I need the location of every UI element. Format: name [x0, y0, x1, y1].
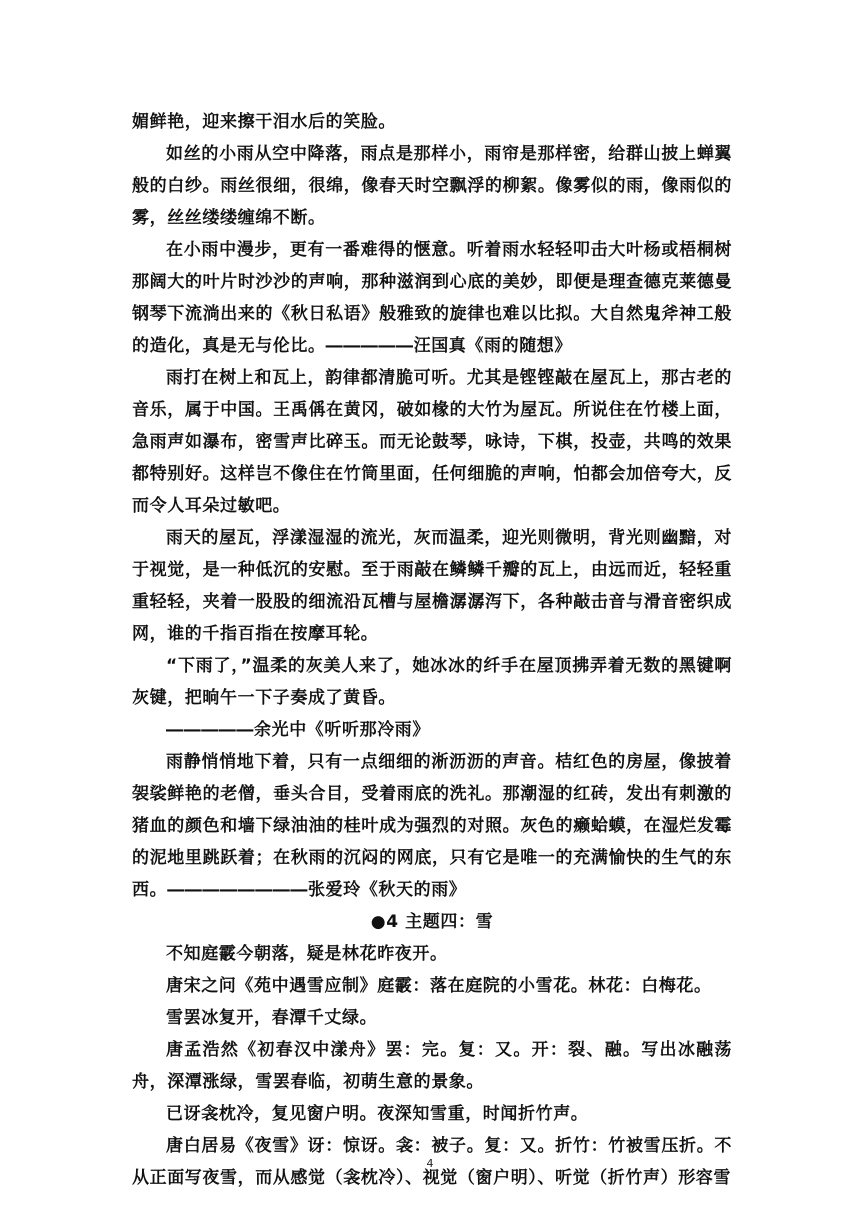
page-number: 4	[426, 1157, 434, 1170]
annotation: 唐白居易《夜雪》讶：惊讶。衾：被子。复：又。折竹：竹被雪压折。不从正面写夜雪，而从感觉（衾枕冷）、视觉（窗户明）、听觉（折竹声）形容雪	[132, 1136, 732, 1188]
section-heading: ●4 主题四：雪	[370, 912, 494, 932]
paragraph: 雨打在树上和瓦上，韵律都清脆可听。尤其是铿铿敲在屋瓦上，那古老的音乐，属于中国。王禹偁在黄冈，破如椽的大竹为屋瓦。所说住在竹楼上面，急雨声如瀑布，密雪声比碎玉。而无论鼓琴，咏诗，下棋，投壶，共鸣的效果都特别好。这样岂不像住在竹筒里面，任何细脆的声响，怕都会加倍夸大，反而令人耳朵过敏吧。	[132, 368, 732, 516]
poem-line: 雪罢冰复开，春潭千丈绿。	[166, 1008, 378, 1028]
poem-line: 不知庭霰今朝落，疑是林花昨夜开。	[166, 944, 448, 964]
paragraph: 雨静悄悄地下着，只有一点细细的淅沥沥的声音。桔红色的房屋，像披着袈裟鲜艳的老僧，垂头合目，受着雨底的洗礼。那潮湿的红砖，发出有刺激的猪血的颜色和墙下绿油油的桂叶成为强烈的对照。灰色的癞蛤蟆，在湿烂发霉的泥地里跳跃着；在秋雨的沉闷的网底，只有它是唯一的充满愉快的生气的东西。――――――――张爱玲《秋天的雨》	[132, 752, 732, 900]
document-body	[132, 106, 732, 1194]
paragraph: 在小雨中漫步，更有一番难得的惬意。听着雨水轻轻叩击大叶杨或梧桐树那阔大的叶片时沙沙的声响，那种滋润到心底的美妙，即便是理查德克莱德曼钢琴下流淌出来的《秋日私语》般雅致的旋律也难以比拟。大自然鬼斧神工般的造化，真是无与伦比。―――――汪国真《雨的随想》	[132, 240, 732, 356]
poem-line: 已讶衾枕冷，复见窗户明。夜深知雪重，时闻折竹声。	[166, 1104, 589, 1124]
annotation: 唐孟浩然《初春汉中漾舟》罢：完。复：又。开：裂、融。写出冰融荡舟，深潭涨绿，雪罢春临，初萌生意的景象。	[132, 1040, 732, 1092]
annotation: 唐宋之问《苑中遇雪应制》庭霰：落在庭院的小雪花。林花：白梅花。	[166, 976, 712, 996]
paragraph: 如丝的小雨从空中降落，雨点是那样小，雨帘是那样密，给群山披上蝉翼般的白纱。雨丝很细，很绵，像春天时空飘浮的柳絮。像雾似的雨，像雨似的雾，丝丝缕缕缠绵不断。	[132, 144, 732, 228]
attribution: ―――――余光中《听听那冷雨》	[166, 720, 430, 740]
paragraph: 媚鲜艳，迎来擦干泪水后的笑脸。	[132, 112, 396, 132]
paragraph: 雨天的屋瓦，浮漾湿湿的流光，灰而温柔，迎光则微明，背光则幽黯，对于视觉，是一种低沉的安慰。至于雨敲在鳞鳞千瓣的瓦上，由远而近，轻轻重重轻轻，夹着一股股的细流沿瓦槽与屋檐潺潺泻下，各种敲击音与滑音密织成网，谁的千指百指在按摩耳轮。	[132, 528, 732, 644]
paragraph: “下雨了，”温柔的灰美人来了，她冰冰的纤手在屋顶拂弄着无数的黑键啊灰键，把晌午一下子奏成了黄昏。	[132, 656, 732, 708]
